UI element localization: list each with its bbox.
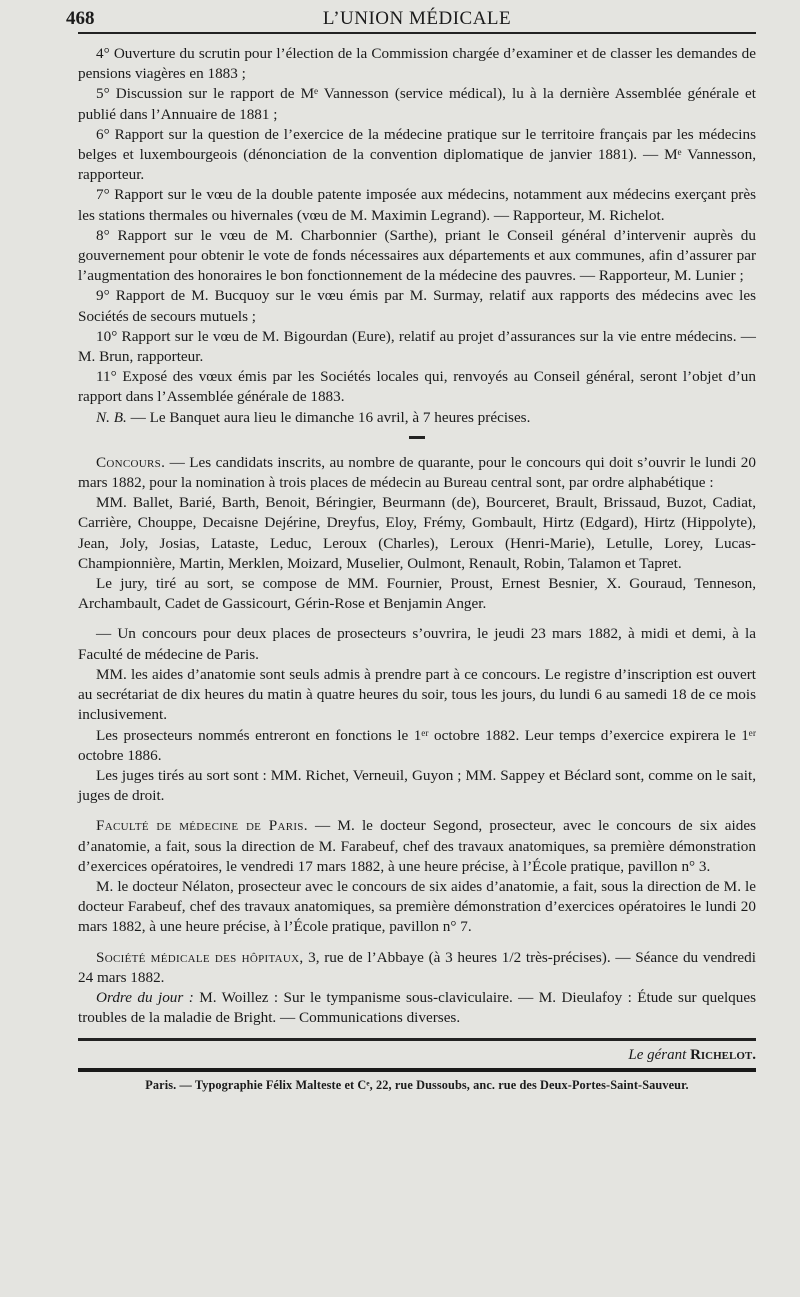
footer-rule [78,1038,756,1041]
ordre-du-jour-label: Ordre du jour : [96,988,194,1006]
societe-text: 3, rue de l’Abbaye (à 3 heures 1/2 très-précises). — Séance du vendredi 24 mars 1882. [78,948,756,986]
prosecteurs-paragraph: Les juges tirés au sort sont : MM. Richet, Verneuil, Guyon ; MM. Sappey et Béclard sont, comme on le sait, juges de droit. [78,766,756,805]
section-separator [409,436,425,439]
faculte-paragraph [78,816,756,877]
gerant-label: Le gérant [628,1047,687,1064]
societe-label: Société médicale des hôpitaux, [96,948,304,966]
societe-section [78,948,756,1029]
concours-jury: Le jury, tiré au sort, se compose de MM. Fournier, Proust, Ernest Besnier, X. Gouraud, Tenneson, Archambault, Cadet de Gassicourt, Gérin-Rose et Benjamin Anger. [78,575,756,613]
agenda-item: 5° Discussion sur le rapport de Mᵉ Vannesson (service médical), lu à la dernière Assemblée générale et publié dans l’Annuaire de 1881 ; [78,85,756,123]
agenda-item: 10° Rapport sur le vœu de M. Bigourdan (Eure), relatif au projet d’assurances sur la vie entre médecins. — M. Brun, rapporteur. [78,327,756,366]
spacer [78,614,756,624]
imprint-rule [78,1068,756,1072]
running-head: L’UNION MÉDICALE [322,8,512,29]
prosecteurs-section [78,624,756,806]
prosecteurs-paragraph: MM. les aides d’anatomie sont seuls admis à prendre part à ce concours. Le registre d’inscription est ouvert au secrétariat de dix heures du matin à quatre heures du soir, tous les jours, du lundi 6 au samedi 18 de ce mois inclusivement. [78,665,756,724]
nota-bene-text: — Le Banquet aura lieu le dimanche 16 avril, à 7 heures précises. [126,408,531,426]
prosecteurs-paragraph: Les prosecteurs nommés entreront en fonctions le 1ᵉʳ octobre 1882. Leur temps d’exercice expirera le 1ᵉʳ octobre 1886. [78,726,756,764]
nota-bene [78,408,756,428]
faculte-text: — M. le docteur Segond, prosecteur, avec le concours de six aides d’anatomie, a fait, sous la direction de M. Farabeuf, chef des travaux anatomiques, sa première démonstration d’exercices opératoires, le vendredi 17 mars 1882, à une heure précise, à l’École pratique, pavillon n° 3. [78,817,756,875]
printer-imprint: Paris. — Typographie Félix Malteste et Cᵉ, 22, rue Dussoubs, anc. rue des Deux-Portes-Saint-Sauveur. [145,1078,689,1093]
gerant-signature [78,1047,756,1064]
agenda-item: 11° Exposé des vœux émis par les Sociétés locales qui, renvoyés au Conseil général, seront l’objet d’un rapport dans l’Assemblée générale de 1883. [78,368,756,406]
nota-bene-label: N. B. [96,408,127,426]
page-header [66,6,756,34]
concours-section [78,453,756,615]
faculte-paragraph: M. le docteur Nélaton, prosecteur avec le concours de six aides d’anatomie, a fait, sous la direction de M. le docteur Farabeuf, chef des travaux anatomiques, sa première démonstration d’exercices opératoires le lundi 20 mars 1882, à une heure précise, à l’École pratique, pavillon n° 7. [78,877,756,936]
agenda-item: 9° Rapport de M. Bucquoy sur le vœu émis par M. Surmay, relatif aux rapports des médecins avec les Sociétés de secours mutuels ; [78,287,756,325]
agenda-item: 8° Rapport sur le vœu de M. Charbonnier (Sarthe), priant le Conseil général d’intervenir auprès du gouvernement pour obtenir le vote de fonds nécessaires aux départements et aux communes, afin d’assurer par l’augmentation des honoraires le bon fonctionnement de la médecine des pauvres. — Rapporteur, M. Lunier ; [78,226,756,285]
gerant-name: Richelot. [690,1047,756,1064]
concours-intro-text: — Les candidats inscrits, au nombre de quarante, pour le concours qui doit s’ouvrir le lundi 20 mars 1882, pour la nomination à trois places de médecin au Bureau central sont, par ordre alphabétique : [78,453,756,492]
agenda-item: 4° Ouverture du scrutin pour l’élection de la Commission chargée d’examiner et de classer les demandes de pensions viagères en 1883 ; [78,45,756,83]
concours-label: Concours. [96,453,166,471]
faculte-label: Faculté de médecine de Paris. [96,817,308,835]
page-number: 468 [66,8,95,29]
societe-paragraph [78,948,756,988]
agenda-list [78,44,756,428]
faculte-section [78,816,756,937]
ordre-du-jour [78,988,756,1028]
ordre-du-jour-text: M. Woillez : Sur le tympanisme sous-claviculaire. — M. Dieulafoy : Étude sur quelques troubles de la maladie de Bright. — Communications diverses. [78,988,757,1027]
concours-candidates: MM. Ballet, Barié, Barth, Benoit, Béringier, Beurmann (de), Bourceret, Brault, Brissaud, Buzot, Cadiat, Carrière, Chouppe, Decaisne Dejérine, Dreyfus, Eloy, Frémy, Gombault, Hirtz (Edgard), Hirtz (Hippolyte), Jean, Joly, Josias, Lataste, Leduc, Leroux (Charles), Leroux (Henri-Marie), Letulle, Lorey, Lucas-Championnière, Martin, Merklen, Moizard, Muselier, Oulmont, Renault, Robin, Talamon et Tapret. [78,494,756,572]
prosecteurs-paragraph: — Un concours pour deux places de prosecteurs s’ouvrira, le jeudi 23 mars 1882, à midi et demi, à la Faculté de médecine de Paris. [78,625,756,663]
agenda-item: 7° Rapport sur le vœu de la double patente imposée aux médecins, notamment aux médecins exerçant près les stations thermales ou hivernales (vœu de M. Maximin Legrand). — Rapporteur, M. Richelot. [78,186,756,224]
spacer [78,806,756,816]
spacer [78,938,756,948]
concours-intro [78,453,756,493]
agenda-item: 6° Rapport sur la question de l’exercice de la médecine pratique sur le territoire français par les médecins belges et luxembourgeois (dénonciation de la convention diplomatique de janvier 1881). — Mᵉ Vannesson, rapporteur. [78,125,756,184]
